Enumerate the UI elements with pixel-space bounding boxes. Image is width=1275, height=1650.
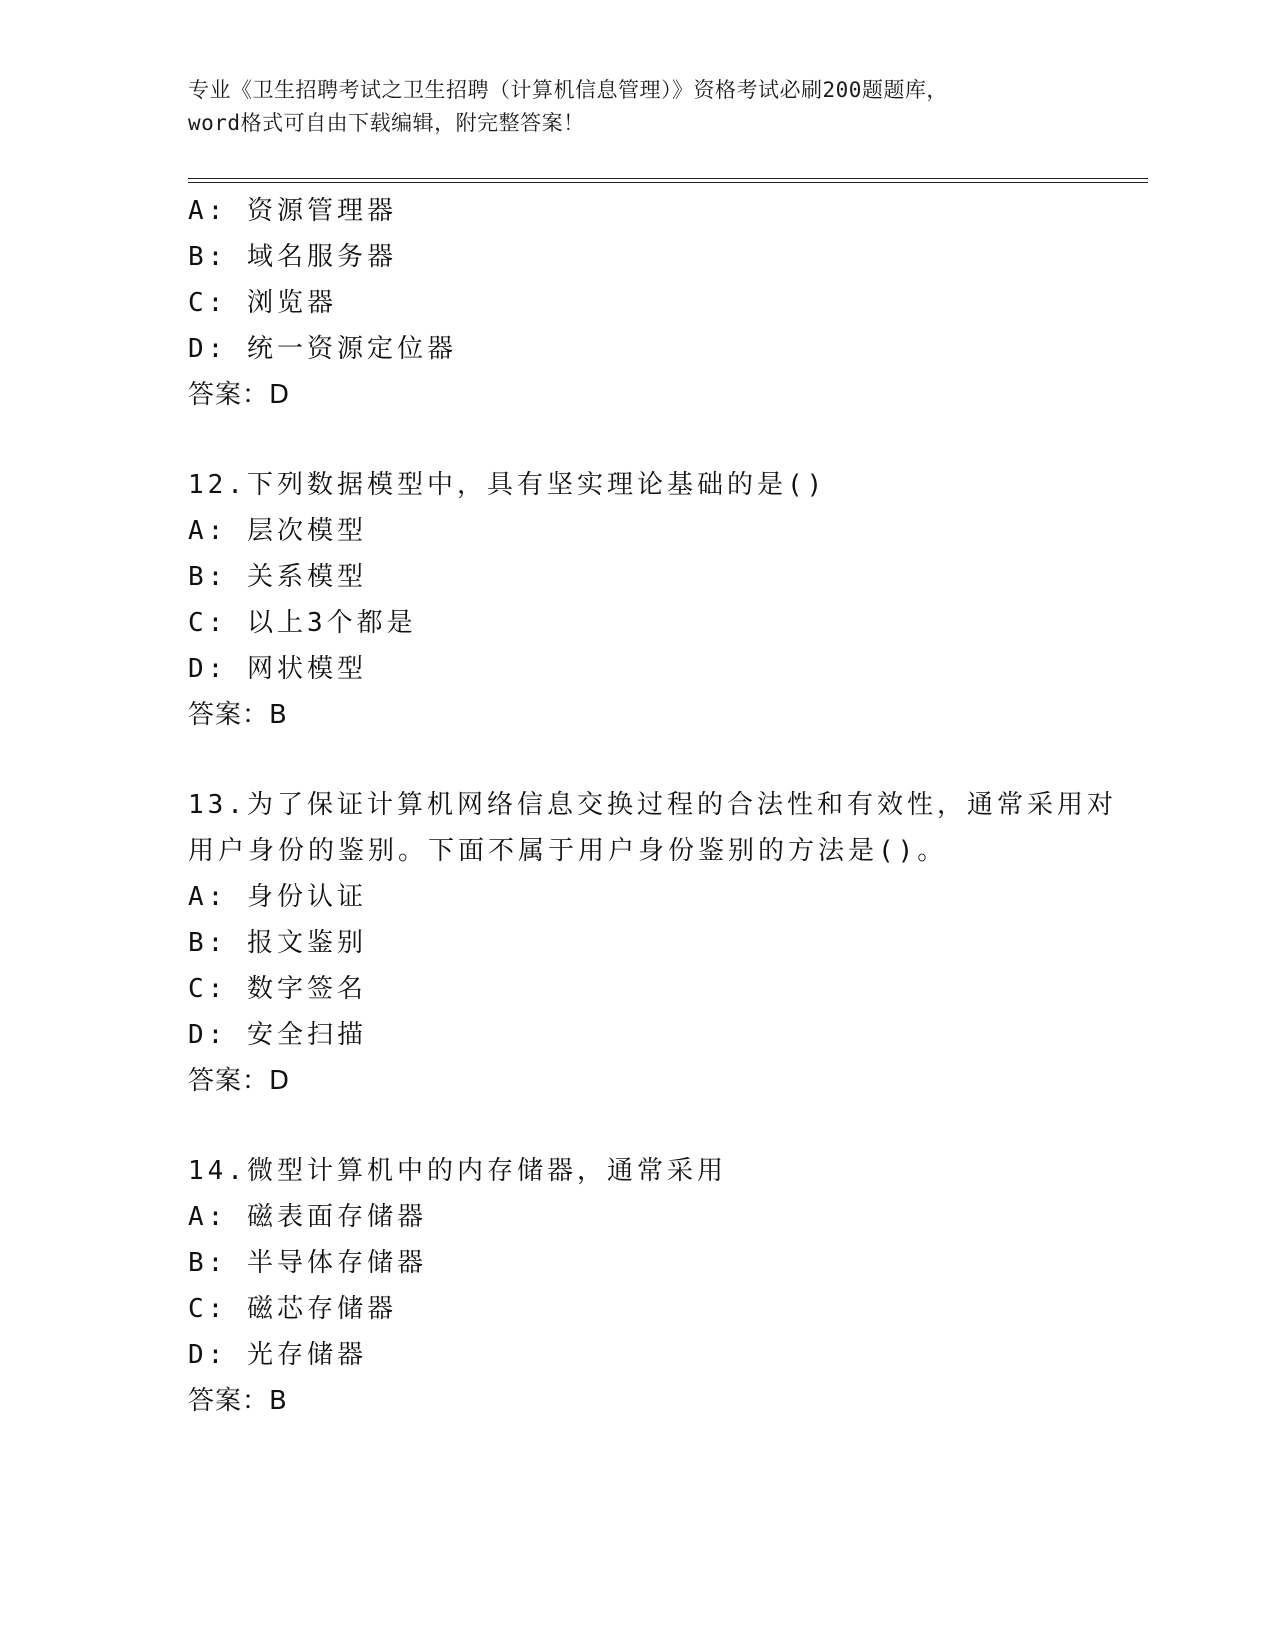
question-list [188,188,1148,1424]
question-text: 12.下列数据模型中，具有坚实理论基础的是() [188,470,827,500]
option-d: D: 光存储器 [188,1340,367,1370]
option-b: B: 关系模型 [188,562,367,592]
document-header [188,74,1088,140]
question-text: 14.微型计算机中的内存储器，通常采用 [188,1156,727,1186]
option-c: C: 数字签名 [188,974,367,1004]
question-block-12 [188,462,1148,738]
question-block-13 [188,782,1148,1104]
answer-line: 答案：D [188,380,291,410]
question-block-14 [188,1148,1148,1424]
question-block-11 [188,188,1148,418]
option-b: B: 半导体存储器 [188,1248,427,1278]
header-divider [188,178,1148,183]
option-b: B: 域名服务器 [188,242,397,272]
answer-line: 答案：B [188,1386,288,1416]
option-c: C: 磁芯存储器 [188,1294,397,1324]
option-a: A: 磁表面存储器 [188,1202,427,1232]
option-d: D: 安全扫描 [188,1020,367,1050]
option-d: D: 网状模型 [188,654,367,684]
option-c: C: 浏览器 [188,288,337,318]
header-line-2: word格式可自由下载编辑，附完整答案！ [188,111,585,135]
option-b: B: 报文鉴别 [188,928,367,958]
header-line-1: 专业《卫生招聘考试之卫生招聘（计算机信息管理）》资格考试必刷200题题库， [188,78,948,102]
option-c: C: 以上3个都是 [188,608,417,638]
option-a: A: 层次模型 [188,516,367,546]
question-text-line-2: 用户身份的鉴别。下面不属于用户身份鉴别的方法是()。 [188,836,948,866]
question-text-line-1: 13.为了保证计算机网络信息交换过程的合法性和有效性，通常采用对 [188,790,1117,820]
answer-line: 答案：D [188,1066,291,1096]
option-a: A: 资源管理器 [188,196,397,226]
answer-line: 答案：B [188,700,288,730]
option-d: D: 统一资源定位器 [188,334,457,364]
option-a: A: 身份认证 [188,882,367,912]
